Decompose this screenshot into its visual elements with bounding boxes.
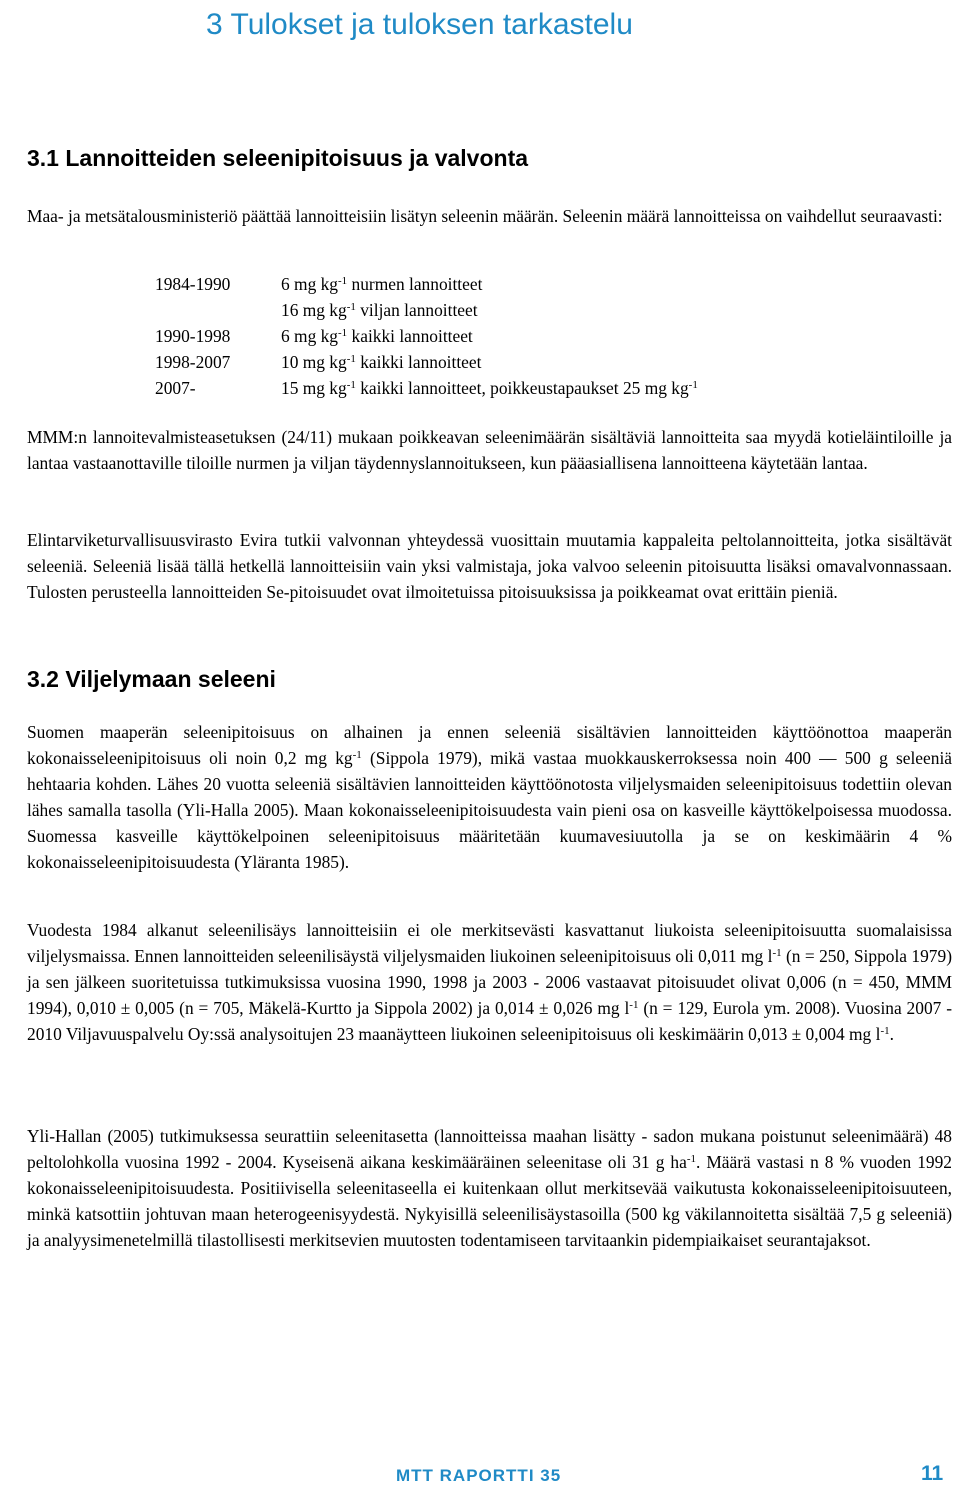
- rate-row: [155, 271, 698, 297]
- paragraph-selenium-balance: Yli-Hallan (2005) tutkimuksessa seurattiin seleenitasetta (lannoitteissa maahan lisätty - sadon mukana poistunut seleenimäärä) 48 peltolohkolla vuosina 1992 - 2004. Kyseisenä aikana keskimääräinen seleenitase oli 31 g $ha^{-1}$. Määrä vastasi n 8 % vuoden 1992 kokonaisseleenipitoisuudesta. Positiivisella seleenitaseella ei kuitenkaan ollut merkitsevää vaikutusta kokonaisseleenipitoisuuteen, minkä katsottiin johtuvan maan heterogeenisyydestä. Nykyisillä seleenilisäystasoilla (500 kg väkilannoitetta sisältää 7,5 g seleeniä) ja analyysimenetelmillä tilastollisesti merkitsevien muutosten todentamiseen tarvitaankin pidempiaikaiset seurantajaksot.: [27, 1126, 952, 1250]
- rate-value: 6 mg $kg^{-1}$ kaikki lannoitteet: [281, 326, 473, 346]
- paragraph-mmm-decree: MMM:n lannoitevalmisteasetuksen (24/11) mukaan poikkeavan seleenimäärän sisältäviä lannoitteita saa myydä kotieläintiloille ja lantaa vastaanottaville tiloille nurmen ja viljan täydennyslannoitukseen, kun pääasiallisena lannoitteena käytetään lantaa.: [27, 427, 952, 473]
- footer-page-number: 11: [921, 1462, 944, 1485]
- paragraph-soil-selenium: Suomen maaperän seleenipitoisuus on alhainen ja ennen seleeniä sisältävien lannoitteiden käyttöönottoa maaperän kokonaisseleenipitoisuus oli noin 0,2 mg $kg^{-1}$ (Sippola 1979), mikä vastaa muokkauskerroksessa noin 400 — 500 g seleeniä hehtaaria kohden. Lähes 20 vuotta seleeniä sisältävien lannoitteiden käyttöönotosta viljelysmaiden seleenipitoisuus todettiin olevan lähes samalla tasolla (Yli-Halla 2005). Maan kokonaisseleenipitoisuudesta vain pieni osa on kasveille käyttökelpoisessa muodossa. Suomessa kasveille käyttökelpoinen seleenipitoisuus määritetään kuumavesiuutolla ja se on keskimäärin 4 % kokonaisseleenipitoisuudesta (Yläranta 1985).: [27, 722, 952, 872]
- paragraph-soluble-selenium: Vuodesta 1984 alkanut seleenilisäys lannoitteisiin ei ole merkitsevästi kasvattanut liukoista seleenipitoisuutta suomalaisissa viljelysmaissa. Ennen lannoitteiden seleenilisäystä viljelysmaiden liukoinen seleenipitoisuus oli 0,011 mg $l^{-1}$ (n = 250, Sippola 1979) ja sen jälkeen suoritetuissa tutkimuksissa vuosina 1990, 1998 ja 2003 - 2006 vastaavat pitoisuudet olivat 0,006 (n = 450, MMM 1994), 0,010 ± 0,005 (n = 705, Mäkelä-Kurtto ja Sippola 2002) ja 0,014 ± 0,026 mg $l^{-1}$ (n = 129, Eurola ym. 2008). Vuosina 2007 - 2010 Viljavuuspalvelu Oy:ssä analysoitujen 23 maanäytteen liukoinen seleenipitoisuus oli keskimäärin 0,013 ± 0,004 mg $l^{-1}$.: [27, 920, 952, 1044]
- rate-period: [155, 297, 281, 323]
- rate-period: 1990-1998: [155, 326, 231, 346]
- rate-period: 1998-2007: [155, 352, 231, 372]
- section-heading-3-2: 3.2 Viljelymaan seleeni: [27, 666, 276, 692]
- chapter-title: 3 Tulokset ja tuloksen tarkastelu: [206, 8, 633, 41]
- paragraph-evira: Elintarviketurvallisuusvirasto Evira tutkii valvonnan yhteydessä vuosittain muutamia kappaleita peltolannoitteita, jotka sisältävät seleeniä. Seleeniä lisää tällä hetkellä lannoitteisiin vain yksi valmistaja, joka valvoo seleenin pitoisuutta lisäksi omavalvonnassaan. Tulosten perusteella lannoitteiden Se-pitoisuudet ovat ilmoitetuissa pitoisuuksissa ja poikkeamat ovat erittäin pieniä.: [27, 530, 952, 602]
- rate-period: 1984-1990: [155, 274, 231, 294]
- paragraph-intro: Maa- ja metsätalousministeriö päättää lannoitteisiin lisätyn seleenin määrän. Seleenin määrä lannoitteissa on vaihdellut seuraavasti:: [27, 206, 943, 226]
- rate-row: [155, 323, 698, 349]
- footer-publication: MTT RAPORTTI 35: [396, 1466, 562, 1485]
- rate-value: 16 mg $kg^{-1}$ viljan lannoitteet: [281, 300, 478, 320]
- rate-value: 6 mg $kg^{-1}$ nurmen lannoitteet: [281, 274, 483, 294]
- rate-row: [155, 375, 698, 401]
- rate-row: [155, 297, 698, 323]
- rate-value: 15 mg $kg^{-1}$ kaikki lannoitteet, poikkeustapaukset 25 mg $kg^{-1}$: [281, 378, 698, 398]
- rate-period: 2007-: [155, 378, 196, 398]
- rate-row: [155, 349, 698, 375]
- rate-value: 10 mg $kg^{-1}$ kaikki lannoitteet: [281, 352, 482, 372]
- selenium-rates-table: [155, 271, 698, 401]
- section-heading-3-1: 3.1 Lannoitteiden seleenipitoisuus ja valvonta: [27, 145, 529, 171]
